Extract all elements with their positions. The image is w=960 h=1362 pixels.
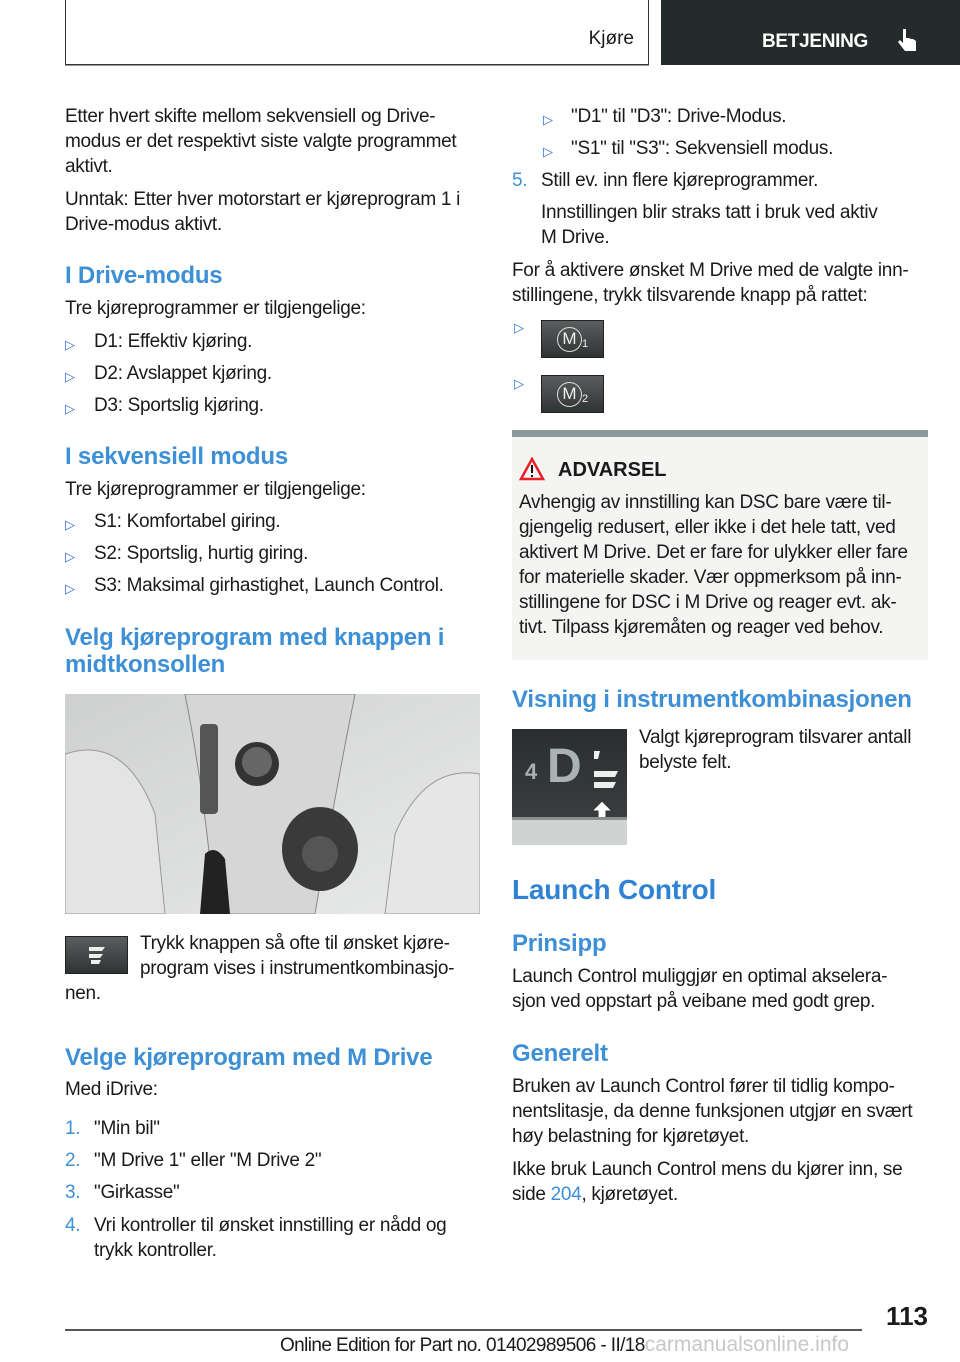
press-text-line: program vises i instrumentkombinasjo- (140, 958, 455, 979)
hand-pointer-icon (897, 27, 919, 55)
bullet-triangle-icon: ▷ (65, 337, 75, 352)
list-item: ▷ "S1" til "S3": Sekvensiell modus. (543, 136, 928, 168)
intro-line: modus er det respektivt siste valgte programmet (65, 131, 457, 152)
drive-mode-button-image (65, 936, 128, 974)
header-section-box (65, 0, 649, 65)
footer-divider (65, 1329, 862, 1331)
principle-line: sjon ved oppstart på veibane med godt grep. (512, 991, 876, 1012)
bullet-triangle-icon: ▷ (65, 401, 75, 416)
warning-box (512, 430, 928, 660)
step-item: 4. Vri kontroller til ønsket innstilling er nådd og trykk kontroller. (65, 1215, 447, 1261)
display-text-line: Valgt kjøreprogram tilsvarer antall (639, 727, 912, 748)
drive-mode-icon (85, 944, 109, 966)
general-line: nentslitasje, da denne funksjonen utgjør en svært (512, 1101, 913, 1122)
warning-line: gjengelig redusert, eller ikke i det hele tatt, ved (519, 517, 896, 538)
step-item: 2. "M Drive 1" eller "M Drive 2" (65, 1150, 322, 1171)
principle-line: Launch Control muliggjør en optimal akselera- (512, 966, 888, 987)
step-item: 3. "Girkasse" (65, 1182, 180, 1203)
warning-line: for materielle skader. Vær oppmerksom på inn- (519, 567, 902, 588)
heading-mdrive: Velge kjøreprogram med M Drive (65, 1044, 433, 1071)
bullet-triangle-icon: ▷ (543, 144, 553, 159)
list-item: ▷ S2: Sportslig, hurtig giring. (65, 541, 480, 573)
list-item: ▷ S3: Maksimal girhastighet, Launch Control. (65, 573, 480, 605)
center-console-image (65, 694, 480, 914)
warning-line: aktivert M Drive. Det er fare for ulykker eller fare (519, 542, 908, 563)
mdrive2-button-image: M 2 (541, 375, 604, 413)
list-item: ▷ D1: Effektiv kjøring. (65, 329, 480, 361)
heading-sequential-mode: I sekvensiell modus (65, 443, 288, 470)
footer-edition: Online Edition for Part no. 01402989506 - II/18carmanualsonline.info (280, 1333, 850, 1356)
page-number: 113 (886, 1301, 928, 1331)
launch-warning-line: Ikke bruk Launch Control mens du kjører inn, se (512, 1159, 903, 1180)
warning-triangle-icon (519, 457, 545, 481)
press-text-line: Trykk knappen så ofte til ønsket kjøre- (140, 933, 450, 954)
page-link[interactable]: 204 (550, 1184, 582, 1205)
press-text-line: nen. (65, 983, 101, 1004)
bullet-triangle-icon: ▷ (65, 549, 75, 564)
list-item: ▷ "D1" til "D3": Drive-Modus. (543, 104, 928, 136)
general-line: høy belastning for kjøretøyet. (512, 1126, 750, 1147)
activate-line: stillingene, trykk tilsvarende knapp på rattet: (512, 285, 868, 306)
list-item: ▷ D3: Sportslig kjøring. (65, 393, 480, 425)
bullet-triangle-icon: ▷ (514, 320, 524, 335)
launch-warning-line: side 204, kjøretøyet. (512, 1184, 678, 1205)
drive-intro: Tre kjøreprogrammer er tilgjengelige: (65, 298, 366, 319)
header-section: Kjøre (588, 28, 634, 49)
display-text-line: belyste felt. (639, 752, 732, 773)
intro-line: aktivt. (65, 156, 113, 177)
watermark: carmanualsonline.info (644, 1333, 850, 1356)
heading-principle: Prinsipp (512, 930, 607, 957)
step-item: 5. Still ev. inn flere kjøreprogrammer. Innstillingen blir straks tatt i bruk ved aktiv M Drive. (512, 170, 878, 248)
bullet-triangle-icon: ▷ (65, 517, 75, 532)
warning-line: stillingene for DSC i M Drive og reager evt. ak- (519, 592, 897, 613)
list-item: ▷ S1: Komfortabel giring. (65, 509, 480, 541)
intro-line: Etter hvert skifte mellom sekvensiell og Drive- (65, 106, 436, 127)
warning-title: ADVARSEL (558, 459, 667, 481)
bullet-triangle-icon: ▷ (65, 581, 75, 596)
heading-general: Generelt (512, 1040, 608, 1067)
warning-line: Avhengig av innstilling kan DSC bare være til- (519, 492, 892, 513)
header-chapter: BETJENING (762, 31, 869, 52)
warning-line: tivt. Tilpass kjøremåten og reager ved behov. (519, 617, 884, 638)
bullet-triangle-icon: ▷ (65, 369, 75, 384)
exception-line: Drive-modus aktivt. (65, 214, 222, 235)
activate-line: For å aktivere ønsket M Drive med de valgte inn- (512, 260, 909, 281)
mdrive-intro: Med iDrive: (65, 1079, 158, 1100)
display-image: 4 D (512, 729, 627, 845)
heading-button-select: midtkonsollen (65, 651, 226, 678)
step-item: 1. "Min bil" (65, 1118, 160, 1139)
heading-launch-control: Launch Control (512, 874, 717, 905)
heading-display: Visning i instrumentkombinasjonen (512, 686, 912, 713)
bullet-triangle-icon: ▷ (514, 376, 524, 391)
mdrive1-button-image: M 1 (541, 320, 604, 358)
heading-button-select: Velg kjøreprogram med knappen i (65, 624, 445, 651)
seq-intro: Tre kjøreprogrammer er tilgjengelige: (65, 479, 366, 500)
bullet-triangle-icon: ▷ (543, 112, 553, 127)
list-item: ▷ D2: Avslappet kjøring. (65, 361, 480, 393)
header-chapter-tab[interactable] (661, 0, 960, 65)
general-line: Bruken av Launch Control fører til tidlig kompo- (512, 1076, 895, 1097)
exception-line: Unntak: Etter hver motorstart er kjøreprogram 1 i (65, 189, 460, 210)
heading-drive-mode: I Drive-modus (65, 262, 223, 289)
